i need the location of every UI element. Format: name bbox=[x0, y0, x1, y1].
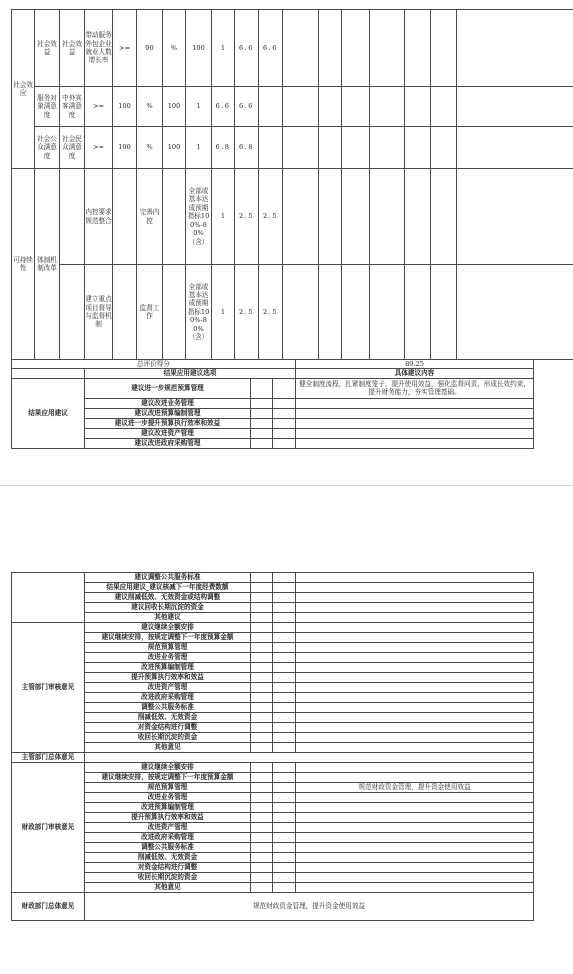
fin-review-item: 改进预算编制管理 bbox=[85, 803, 251, 813]
total-score-value: 89.25 bbox=[296, 360, 534, 369]
suggestion-item: 建议改进资产管理 bbox=[85, 428, 251, 438]
target-cell: 90 bbox=[137, 10, 163, 87]
dept-review-item: 改进政府采购管理 bbox=[85, 693, 251, 703]
review-checkbox[interactable] bbox=[251, 883, 273, 893]
weight-cell: 1 bbox=[186, 127, 212, 169]
suggestion-item: 建议改进业务管理 bbox=[85, 398, 251, 408]
dept-review-item: 调整公共服务标准 bbox=[85, 703, 251, 713]
fin-review-item: 建议继续全额安排 bbox=[85, 763, 251, 773]
review-checkbox[interactable] bbox=[251, 853, 273, 863]
advice-text: 健全制度流程，扎紧制度笼子，提升使用效益，强化监督问责，形成长效约束，提升财务能力，夯实管理基础。 bbox=[296, 378, 534, 398]
score-cell: 6.6 bbox=[212, 87, 235, 127]
fin-review-item: 调整公共服务标准 bbox=[85, 843, 251, 853]
score-cell: 2.5 bbox=[259, 265, 283, 360]
dept-review-item: 建议继续全额安排 bbox=[85, 623, 251, 633]
suggestion-checkbox[interactable] bbox=[251, 583, 273, 593]
dept-review-item: 对资金结构进行调整 bbox=[85, 723, 251, 733]
review-checkbox[interactable] bbox=[251, 763, 273, 773]
score-cell: 6.8 bbox=[212, 127, 235, 169]
review-checkbox[interactable] bbox=[251, 663, 273, 673]
score-cell: 6.8 bbox=[235, 127, 259, 169]
fin-review-item: 提升预算执行效率和效益 bbox=[85, 813, 251, 823]
suggestion-item: 建议调整公共服务标准 bbox=[85, 573, 251, 583]
suggestion-checkbox[interactable] bbox=[251, 418, 273, 428]
actual-cell: 全部或基本达成预期指标100%-80%（含） bbox=[186, 169, 212, 265]
suggestion-item: 其他建议 bbox=[85, 613, 251, 623]
review-checkbox[interactable] bbox=[251, 803, 273, 813]
review-checkbox[interactable] bbox=[251, 623, 273, 633]
dept-review-item: 规范预算管理 bbox=[85, 643, 251, 653]
indicator-cell: 中外宾客满意度 bbox=[60, 87, 85, 127]
indicator-table bbox=[11, 9, 573, 360]
unit-cell: % bbox=[137, 127, 163, 169]
suggestion-checkbox[interactable] bbox=[251, 438, 273, 448]
suggestion-checkbox[interactable] bbox=[251, 408, 273, 418]
second-level-cell: 社会效益 bbox=[35, 10, 60, 87]
suggestion-checkbox[interactable] bbox=[251, 613, 273, 623]
suggestion-checkbox[interactable] bbox=[251, 603, 273, 613]
dept-review-item: 收回长期沉淀的资金 bbox=[85, 733, 251, 743]
review-checkbox[interactable] bbox=[251, 673, 273, 683]
target-cell: 监督工作 bbox=[137, 265, 163, 360]
section-label: 结果应用建议 bbox=[12, 378, 85, 448]
review-checkbox[interactable] bbox=[251, 703, 273, 713]
table-row bbox=[12, 10, 573, 87]
fin-review-item: 其他意见 bbox=[85, 883, 251, 893]
performance-table-page1 bbox=[11, 9, 533, 449]
review-checkbox[interactable] bbox=[251, 783, 273, 793]
review-checkbox[interactable] bbox=[251, 833, 273, 843]
result-suggestion-table bbox=[11, 359, 534, 449]
review-checkbox[interactable] bbox=[251, 773, 273, 783]
fin-review-item: 改进业务管理 bbox=[85, 793, 251, 803]
actual-cell: 全部或基本达成预期指标100%-80%（含） bbox=[186, 265, 212, 360]
fin-overall-label: 财政部门总体意见 bbox=[12, 893, 85, 921]
suggestion-item: 结果应用建议_建议核减下一年度经费数额 bbox=[85, 583, 251, 593]
fin-review-item: 建议继续安排，按规定调整下一年度预算金额 bbox=[85, 773, 251, 783]
suggest-options-header: 结果应用建议选项 bbox=[85, 369, 296, 378]
review-checkbox[interactable] bbox=[251, 693, 273, 703]
review-checkbox[interactable] bbox=[251, 863, 273, 873]
dept-review-item: 改进资产管理 bbox=[85, 683, 251, 693]
page-divider bbox=[0, 485, 573, 486]
suggestion-checkbox[interactable] bbox=[251, 398, 273, 408]
dept-review-item: 改进业务管理 bbox=[85, 653, 251, 663]
second-level-cell: 体制机制改革 bbox=[35, 169, 60, 360]
indicator-cell: 带动服务外包企业就业人数增长率 bbox=[85, 10, 113, 87]
review-checkbox[interactable] bbox=[251, 713, 273, 723]
review-checkbox[interactable] bbox=[251, 823, 273, 833]
total-score-label: 总评价得分 bbox=[12, 360, 296, 369]
operator-cell: >= bbox=[85, 87, 113, 127]
weight-cell: 1 bbox=[212, 265, 235, 360]
fin-overall-value: 规范财政资金管理，提升资金使用效益 bbox=[85, 893, 534, 921]
performance-table-page2 bbox=[11, 572, 533, 921]
review-checkbox[interactable] bbox=[251, 633, 273, 643]
review-checkbox[interactable] bbox=[251, 843, 273, 853]
suggestion-item: 建议削减低效、无效资金或结构调整 bbox=[85, 593, 251, 603]
operator-cell: >= bbox=[85, 127, 113, 169]
fin-review-label: 财政部门审核意见 bbox=[12, 763, 85, 893]
first-level-cell: 社会效应 bbox=[12, 10, 35, 169]
dept-review-item: 建议继续安排，按规定调整下一年度预算金额 bbox=[85, 633, 251, 643]
dept-review-item: 削减低效、无效资金 bbox=[85, 713, 251, 723]
first-level-cell: 可持续性 bbox=[12, 169, 35, 360]
suggestion-checkbox[interactable] bbox=[251, 593, 273, 603]
weight-cell: 1 bbox=[212, 169, 235, 265]
review-checkbox[interactable] bbox=[251, 813, 273, 823]
dimension-cell: 服务对象满意度 bbox=[35, 87, 60, 127]
table-row bbox=[12, 87, 573, 127]
fin-review-item: 改进政府采购管理 bbox=[85, 833, 251, 843]
indicator-cell: 社会民众满意度 bbox=[60, 127, 85, 169]
suggestion-item: 建议改进预算编制管理 bbox=[85, 408, 251, 418]
table-row bbox=[12, 169, 573, 265]
indicator-cell: 建立重点项目督导与监督机制 bbox=[85, 265, 113, 360]
weight-cell: 1 bbox=[212, 10, 235, 87]
suggestion-item: 建议回收长期沉淀的资金 bbox=[85, 603, 251, 613]
fin-review-item: 削减低效、无效资金 bbox=[85, 853, 251, 863]
suggestion-checkbox[interactable] bbox=[251, 573, 273, 583]
fin-note: 规范财政资金管理，提升资金使用效益 bbox=[296, 783, 534, 793]
weight-cell: 1 bbox=[186, 87, 212, 127]
dept-review-item: 提升预算执行效率和效益 bbox=[85, 673, 251, 683]
suggestion-checkbox[interactable] bbox=[251, 428, 273, 438]
advice-content-header: 具体建议内容 bbox=[296, 369, 534, 378]
review-checkbox[interactable] bbox=[251, 723, 273, 733]
actual-cell: 100 bbox=[163, 127, 186, 169]
table-row bbox=[12, 265, 573, 360]
dept-review-item: 其他意见 bbox=[85, 743, 251, 753]
review-checkbox[interactable] bbox=[251, 653, 273, 663]
fin-review-item: 对资金结构进行调整 bbox=[85, 863, 251, 873]
dimension-cell: 社会效益 bbox=[60, 10, 85, 87]
unit-cell: % bbox=[163, 10, 186, 87]
review-checkbox[interactable] bbox=[251, 793, 273, 803]
dept-overall-value[interactable] bbox=[85, 753, 534, 763]
dept-overall-label: 主管部门总体意见 bbox=[12, 753, 85, 763]
suggestion-item: 建议进一步规范预算管理 bbox=[85, 378, 251, 398]
review-checkbox[interactable] bbox=[251, 873, 273, 883]
dimension-cell: 社会公众满意度 bbox=[35, 127, 60, 169]
actual-cell: 100 bbox=[163, 87, 186, 127]
operator-cell: >= bbox=[113, 10, 137, 87]
score-cell: 6.6 bbox=[235, 10, 259, 87]
review-checkbox[interactable] bbox=[251, 733, 273, 743]
actual-cell: 100 bbox=[186, 10, 212, 87]
suggestion-checkbox[interactable] bbox=[251, 378, 273, 398]
suggestion-item: 建议改进政府采购管理 bbox=[85, 438, 251, 448]
review-checkbox[interactable] bbox=[251, 643, 273, 653]
suggestion-item: 建议进一步提升预算执行效率和效益 bbox=[85, 418, 251, 428]
table-row bbox=[12, 127, 573, 169]
score-cell: 2.5 bbox=[235, 265, 259, 360]
target-cell: 100 bbox=[113, 127, 137, 169]
review-checkbox[interactable] bbox=[251, 743, 273, 753]
score-cell: 2.5 bbox=[259, 169, 283, 265]
score-cell: 6.6 bbox=[259, 10, 283, 87]
fin-review-item: 规范预算管理 bbox=[85, 783, 251, 793]
indicator-cell: 内控要求规范整合 bbox=[85, 169, 113, 265]
score-cell: 2.5 bbox=[235, 169, 259, 265]
dept-review-label: 主管部门审核意见 bbox=[12, 623, 85, 753]
dept-review-item: 改进预算编制管理 bbox=[85, 663, 251, 673]
target-cell: 完善内控 bbox=[137, 169, 163, 265]
review-checkbox[interactable] bbox=[251, 683, 273, 693]
unit-cell: % bbox=[137, 87, 163, 127]
target-cell: 100 bbox=[113, 87, 137, 127]
score-cell: 6.6 bbox=[235, 87, 259, 127]
fin-review-item: 改进资产管理 bbox=[85, 823, 251, 833]
fin-review-item: 收回长期沉淀的资金 bbox=[85, 873, 251, 883]
review-table bbox=[11, 572, 534, 921]
